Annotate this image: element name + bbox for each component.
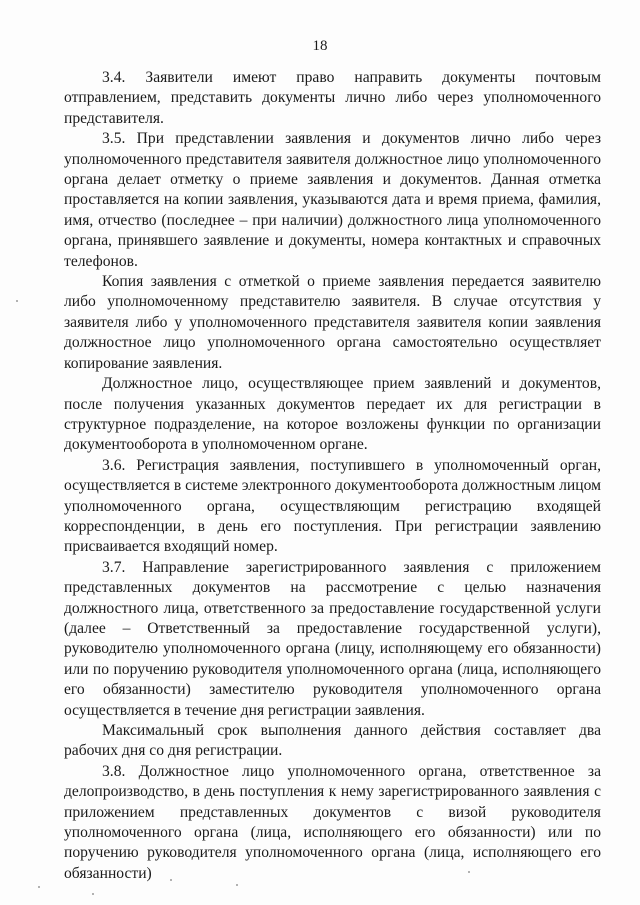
scan-speck: [236, 884, 238, 886]
scan-speck: [468, 871, 470, 873]
paragraph-3-5: 3.5. При представлении заявления и документов лично либо через уполномоченного представителя заявителя должностное лицо уполномоченного органа делает отметку о приеме заявления и документов. Данная отметка проставляется на копии заявления, указываются дата и время приема, фамилия, имя, отчество (последнее – при наличии) должностного лица уполномоченного органа, принявшего заявление и документы, номера контактных и справочных телефонов.: [64, 130, 601, 270]
paragraph-3-4: 3.4. Заявители имеют право направить документы почтовым отправлением, представить документы лично либо через уполномоченного представителя.: [64, 69, 601, 127]
paragraph-copy-of-application: Копия заявления с отметкой о приеме заявления передается заявителю либо уполномоченному представителю заявителя. В случае отсутствия у заявителя либо у уполномоченного представителя заявителя копии заявления должностное лицо уполномоченного органа самостоятельно осуществляет копирование заявления.: [64, 273, 601, 372]
paragraph-official-registration: Должностное лицо, осуществляющее прием заявлений и документов, после получения указанных документов передает их для регистрации в структурное подразделение, на которое возложены функции по организации документооборота в уполномоченном органе.: [64, 375, 601, 454]
paragraph-3-7: 3.7. Направление зарегистрированного заявления с приложением представленных документов на рассмотрение с целью назначения должностного лица, ответственного за предоставление государственной услуги (далее – Ответственный за предоставление государственной услуги), руководителю уполномоченного органа (лицу, исполняющему его обязанности) или по поручению руководителя уполномоченного органа (лица, исполняющего его обязанности) заместителю руководителя уполномоченного органа осуществляется в течение дня регистрации заявления.: [64, 558, 601, 719]
paragraph-max-term: Максимальный срок выполнения данного действия составляет два рабочих дня со дня регистрации.: [64, 722, 601, 760]
scan-speck: [170, 879, 172, 881]
page-number: 18: [312, 38, 328, 54]
paragraph-3-6: 3.6. Регистрация заявления, поступившего в уполномоченный орган, осуществляется в системе электронного документооборота должностным лицом уполномоченного органа, осуществляющим регистрацию входящей корреспонденции, в день его поступления. При регистрации заявлению присваивается входящий номер.: [64, 456, 601, 556]
scan-speck: [92, 893, 94, 895]
scan-speck: [38, 886, 40, 888]
paragraph-3-8: 3.8. Должностное лицо уполномоченного органа, ответственное за делопроизводство, в день поступления к нему зарегистрированного заявления с приложением представленных документов с визой руководителя уполномоченного органа (лица, исполняющего его обязанности) или по поручению руководителя уполномоченного органа (лица, исполняющего его обязанности): [64, 762, 601, 882]
document-body: [64, 68, 601, 884]
scan-speck: [16, 300, 18, 302]
